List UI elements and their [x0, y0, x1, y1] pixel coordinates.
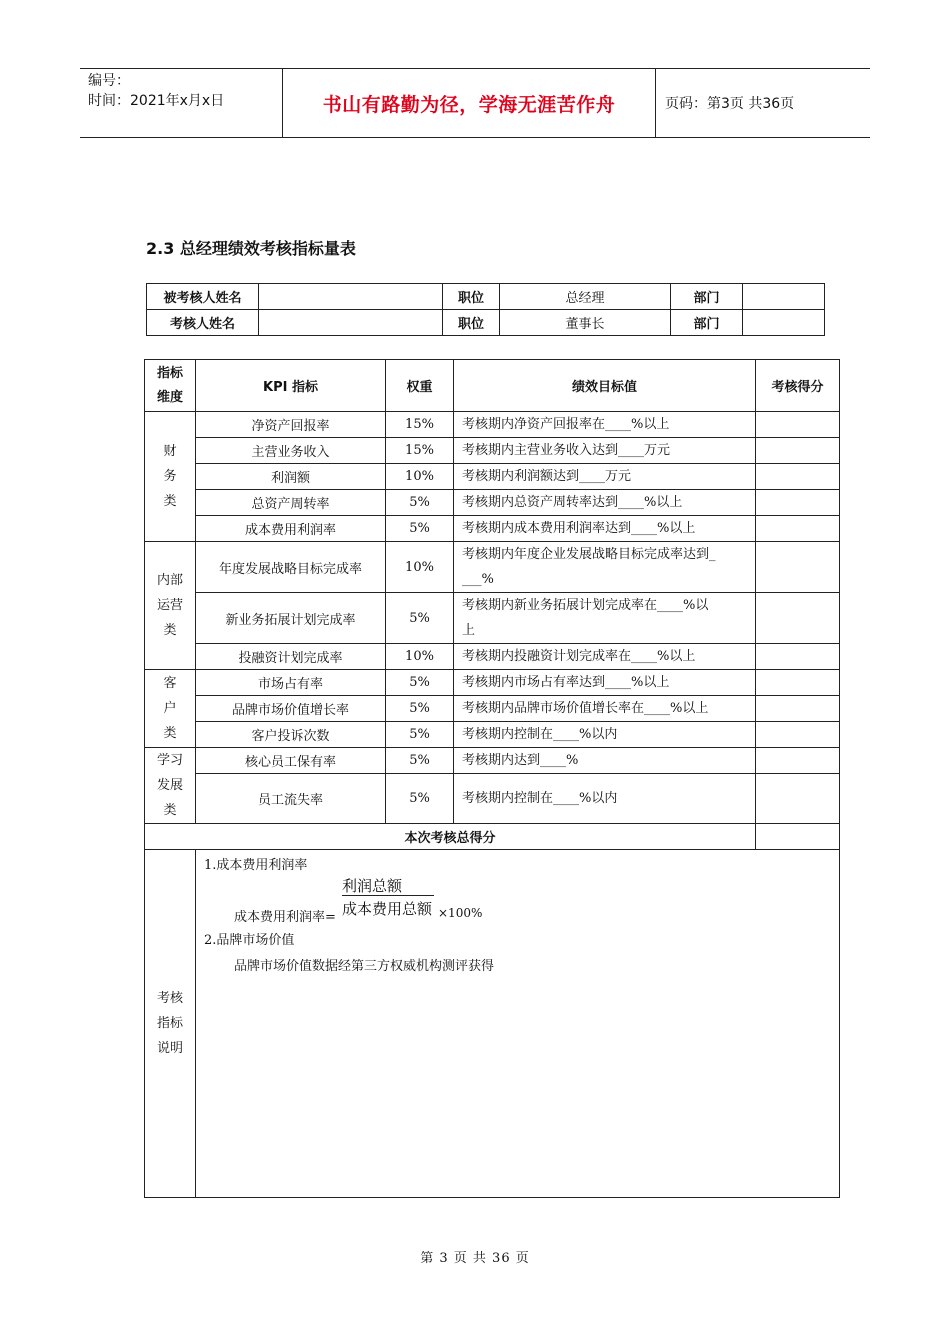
header-dimension: 指标维度 [145, 360, 196, 412]
header-weight: 权重 [386, 360, 454, 412]
kpi-target [454, 593, 756, 644]
table-row [145, 774, 840, 824]
header-page-label: 页码：第3页 共36页 [665, 96, 795, 112]
kpi-weight: 5% [386, 748, 454, 774]
table-row [145, 490, 840, 516]
header-score: 考核得分 [756, 360, 840, 412]
score-field[interactable] [756, 774, 840, 824]
header-meta [80, 69, 282, 137]
kpi-target-line2: 上 [462, 623, 476, 638]
assessor-department-field[interactable] [743, 310, 825, 336]
info-table [146, 283, 825, 336]
table-row [145, 670, 840, 696]
formula-suffix: ×100% [438, 906, 483, 920]
kpi-target-line1: 考核期内新业务拓展计划完成率在____%以 [462, 598, 709, 613]
kpi-target: 考核期内控制在____%以内 [454, 774, 756, 824]
kpi-weight: 5% [386, 516, 454, 542]
department-label: 部门 [671, 310, 743, 336]
kpi-weight: 5% [386, 593, 454, 644]
formula-prefix: 成本费用利润率= [234, 910, 336, 925]
kpi-target: 考核期内总资产周转率达到____%以上 [454, 490, 756, 516]
kpi-weight: 10% [386, 644, 454, 670]
kpi-name: 利润额 [196, 464, 386, 490]
kpi-target: 考核期内达到____% [454, 748, 756, 774]
score-field[interactable] [756, 464, 840, 490]
score-field[interactable] [756, 438, 840, 464]
notes-content [196, 850, 840, 1198]
department-label: 部门 [671, 284, 743, 310]
score-field[interactable] [756, 748, 840, 774]
kpi-weight: 5% [386, 774, 454, 824]
kpi-target: 考核期内品牌市场价值增长率在____%以上 [454, 696, 756, 722]
time-label: 时间：2021年x月x日 [88, 93, 225, 109]
table-row [145, 748, 840, 774]
kpi-name: 市场占有率 [196, 670, 386, 696]
score-field[interactable] [756, 542, 840, 593]
kpi-header-row [145, 360, 840, 412]
info-row-assessor [147, 310, 825, 336]
kpi-weight: 10% [386, 542, 454, 593]
assessor-label: 考核人姓名 [147, 310, 259, 336]
kpi-weight: 5% [386, 696, 454, 722]
score-field[interactable] [756, 412, 840, 438]
kpi-target [454, 542, 756, 593]
table-row [145, 644, 840, 670]
header-kpi: KPI 指标 [196, 360, 386, 412]
table-row [145, 464, 840, 490]
kpi-name: 员工流失率 [196, 774, 386, 824]
kpi-weight: 5% [386, 670, 454, 696]
kpi-target: 考核期内利润额达到____万元 [454, 464, 756, 490]
kpi-name: 主营业务收入 [196, 438, 386, 464]
header-target: 绩效目标值 [454, 360, 756, 412]
kpi-target: 考核期内市场占有率达到____%以上 [454, 670, 756, 696]
table-row [145, 722, 840, 748]
kpi-weight: 15% [386, 438, 454, 464]
kpi-target: 考核期内控制在____%以内 [454, 722, 756, 748]
total-score-label: 本次考核总得分 [145, 824, 756, 850]
position-label: 职位 [443, 284, 500, 310]
number-label: 编号： [88, 73, 130, 89]
dimension-learning: 学习发展类 [145, 748, 196, 824]
kpi-weight: 15% [386, 412, 454, 438]
kpi-target: 考核期内主营业务收入达到____万元 [454, 438, 756, 464]
kpi-name: 品牌市场价值增长率 [196, 696, 386, 722]
score-field[interactable] [756, 516, 840, 542]
table-row [145, 516, 840, 542]
kpi-name: 投融资计划完成率 [196, 644, 386, 670]
kpi-name: 总资产周转率 [196, 490, 386, 516]
score-field[interactable] [756, 490, 840, 516]
table-row [145, 412, 840, 438]
notes-row [145, 850, 840, 1198]
page-header [80, 68, 870, 138]
notes-label: 考核指标说明 [145, 850, 196, 1198]
formula-numerator: 利润总额 [342, 877, 403, 895]
kpi-target: 考核期内投融资计划完成率在____%以上 [454, 644, 756, 670]
formula-denominator: 成本费用总额 [342, 900, 433, 918]
kpi-name: 成本费用利润率 [196, 516, 386, 542]
assessee-name-field[interactable] [259, 284, 443, 310]
kpi-weight: 5% [386, 490, 454, 516]
dimension-internal-ops: 内部运营类 [145, 542, 196, 670]
table-row [145, 542, 840, 593]
note-item-2-text: 品牌市场价值数据经第三方权威机构测评获得 [234, 959, 495, 974]
dimension-customer: 客户类 [145, 670, 196, 748]
position-label: 职位 [443, 310, 500, 336]
info-row-assessee [147, 284, 825, 310]
score-field[interactable] [756, 593, 840, 644]
total-row [145, 824, 840, 850]
score-field[interactable] [756, 696, 840, 722]
assessor-name-field[interactable] [259, 310, 443, 336]
note-item-2: 2.品牌市场价值 [204, 933, 295, 948]
assessee-label: 被考核人姓名 [147, 284, 259, 310]
kpi-name: 核心员工保有率 [196, 748, 386, 774]
kpi-name: 净资产回报率 [196, 412, 386, 438]
score-field[interactable] [756, 644, 840, 670]
section-title: 2.3 总经理绩效考核指标量表 [146, 239, 356, 258]
score-field[interactable] [756, 722, 840, 748]
header-motto: 书山有路勤为径，学海无涯苦作舟 [282, 69, 656, 137]
assessor-position: 董事长 [500, 310, 671, 336]
table-row [145, 438, 840, 464]
kpi-table [144, 359, 840, 1198]
kpi-name: 客户投诉次数 [196, 722, 386, 748]
total-score-field[interactable] [756, 824, 840, 850]
kpi-target-line2: ___% [462, 572, 494, 587]
score-field[interactable] [756, 670, 840, 696]
kpi-weight: 10% [386, 464, 454, 490]
kpi-target: 考核期内成本费用利润率达到____%以上 [454, 516, 756, 542]
kpi-target-line1: 考核期内年度企业发展战略目标完成率达到_ [462, 547, 716, 562]
table-row [145, 696, 840, 722]
assessee-position: 总经理 [500, 284, 671, 310]
kpi-name: 年度发展战略目标完成率 [196, 542, 386, 593]
dimension-finance: 财务类 [145, 412, 196, 542]
kpi-weight: 5% [386, 722, 454, 748]
table-row [145, 593, 840, 644]
fraction-line [342, 895, 434, 896]
kpi-name: 新业务拓展计划完成率 [196, 593, 386, 644]
kpi-target: 考核期内净资产回报率在____%以上 [454, 412, 756, 438]
assessee-department-field[interactable] [743, 284, 825, 310]
page-footer: 第 3 页 共 36 页 [420, 1251, 530, 1266]
note-item-1: 1.成本费用利润率 [204, 858, 308, 873]
